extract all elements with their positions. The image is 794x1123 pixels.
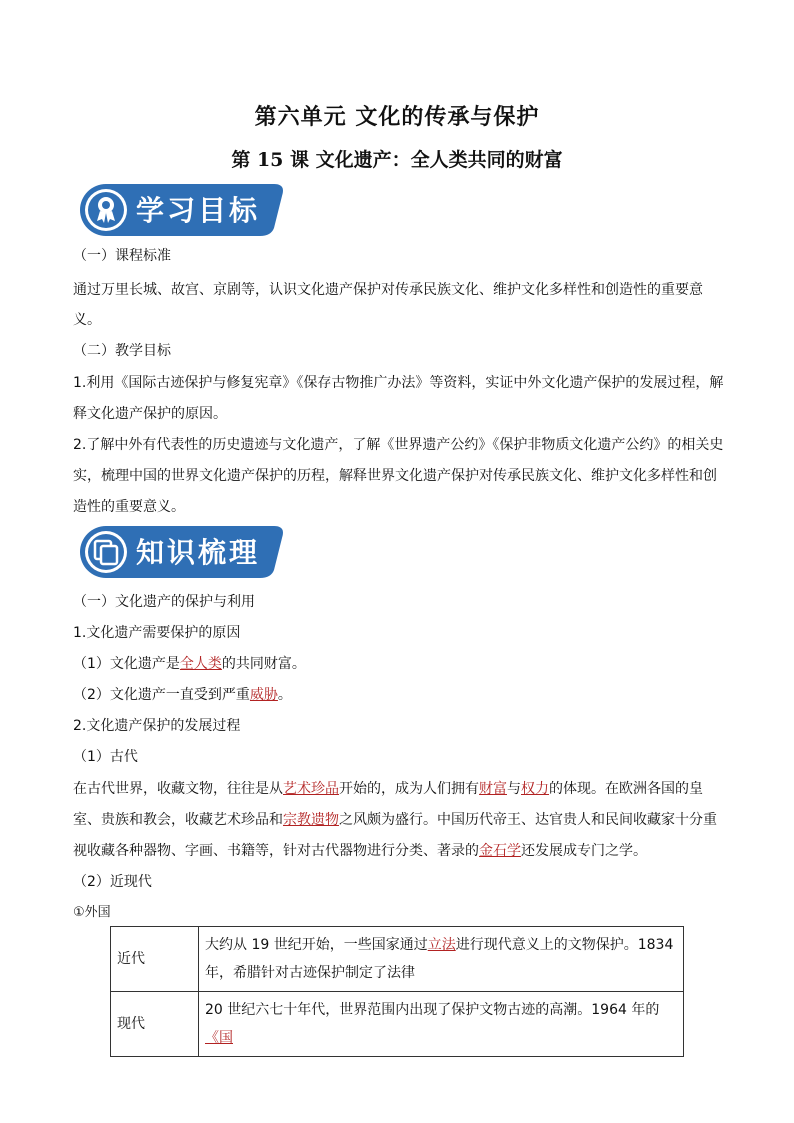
paragraph: 造性的重要意义。 bbox=[73, 499, 185, 515]
course-standard-heading: （一）课程标准 bbox=[73, 248, 171, 264]
item-heading: 1.文化遗产需要保护的原因 bbox=[73, 625, 241, 641]
badge-label: 知识梳理 bbox=[136, 536, 261, 569]
table-cell-label: 近代 bbox=[111, 927, 199, 992]
paragraph: 通过万里长城、故宫、京剧等，认识文化遗产保护对传承民族文化、维护文化多样性和创造性的重要意 bbox=[73, 282, 703, 298]
paragraph: 室、贵族和教会，收藏艺术珍品和宗教遗物之风颇为盛行。中国历代帝王、达官贵人和民间收藏家十分重 bbox=[73, 812, 717, 828]
teaching-goals-heading: （二）教学目标 bbox=[73, 343, 171, 359]
keyword: 艺术珍品 bbox=[283, 781, 339, 797]
table-cell-label: 现代 bbox=[111, 992, 199, 1057]
section-heading: （一）文化遗产的保护与利用 bbox=[73, 594, 255, 610]
reason-2: （2）文化遗产一直受到严重威胁。 bbox=[73, 687, 292, 703]
keyword: 全人类 bbox=[179, 656, 222, 672]
table-row bbox=[111, 992, 684, 1057]
reason-1: （1）文化遗产是全人类的共同财富。 bbox=[73, 656, 306, 672]
ancient-heading: （1）古代 bbox=[73, 749, 138, 765]
keyword: 《国 bbox=[205, 1030, 233, 1046]
history-table bbox=[110, 926, 684, 1057]
unit-title: 第六单元 文化的传承与保护 bbox=[254, 104, 540, 130]
keyword: 立法 bbox=[427, 937, 456, 953]
keyword: 财富 bbox=[479, 781, 507, 797]
lesson-title: 第 15 课 文化遗产：全人类共同的财富 bbox=[231, 149, 563, 171]
paragraph: 实，梳理中国的世界文化遗产保护的历程，解释世界文化遗产保护对传承民族文化、维护文化多样性和创 bbox=[73, 468, 717, 484]
item-heading: 2.文化遗产保护的发展过程 bbox=[73, 718, 241, 734]
keyword: 权力 bbox=[521, 781, 549, 797]
table-row bbox=[111, 927, 684, 992]
paragraph: 释文化遗产保护的原因。 bbox=[73, 406, 227, 422]
modern-heading: （2）近现代 bbox=[73, 874, 152, 890]
paragraph: 1.利用《国际古迹保护与修复宪章》《保存古物推广办法》等资料，实证中外文化遗产保护的发展过程，解 bbox=[73, 375, 724, 391]
learning-goals-badge bbox=[78, 182, 288, 238]
table-cell-content: 大约从 19 世纪开始，一些国家通过立法进行现代意义上的文物保护。1834 年，希腊针对古迹保护制定了法律 bbox=[199, 927, 684, 992]
paragraph: 义。 bbox=[73, 312, 101, 328]
knowledge-review-badge bbox=[78, 524, 288, 580]
keyword: 宗教遗物 bbox=[283, 812, 339, 828]
keyword: 金石学 bbox=[479, 843, 521, 859]
badge-label: 学习目标 bbox=[136, 194, 261, 227]
table-cell-content: 20 世纪六七十年代，世界范围内出现了保护文物古迹的高潮。1964 年的《国 bbox=[199, 992, 684, 1057]
foreign-heading: ①外国 bbox=[73, 905, 111, 920]
paragraph: 2.了解中外有代表性的历史遗迹与文化遗产，了解《世界遗产公约》《保护非物质文化遗产公约》的相关史 bbox=[73, 437, 724, 453]
paragraph: 视收藏各种器物、字画、书籍等，针对古代器物进行分类、著录的金石学还发展成专门之学。 bbox=[73, 843, 647, 859]
paragraph: 在古代世界，收藏文物，往往是从艺术珍品开始的，成为人们拥有财富与权力的体现。在欧洲各国的皇 bbox=[73, 781, 703, 797]
keyword: 威胁 bbox=[249, 687, 278, 703]
